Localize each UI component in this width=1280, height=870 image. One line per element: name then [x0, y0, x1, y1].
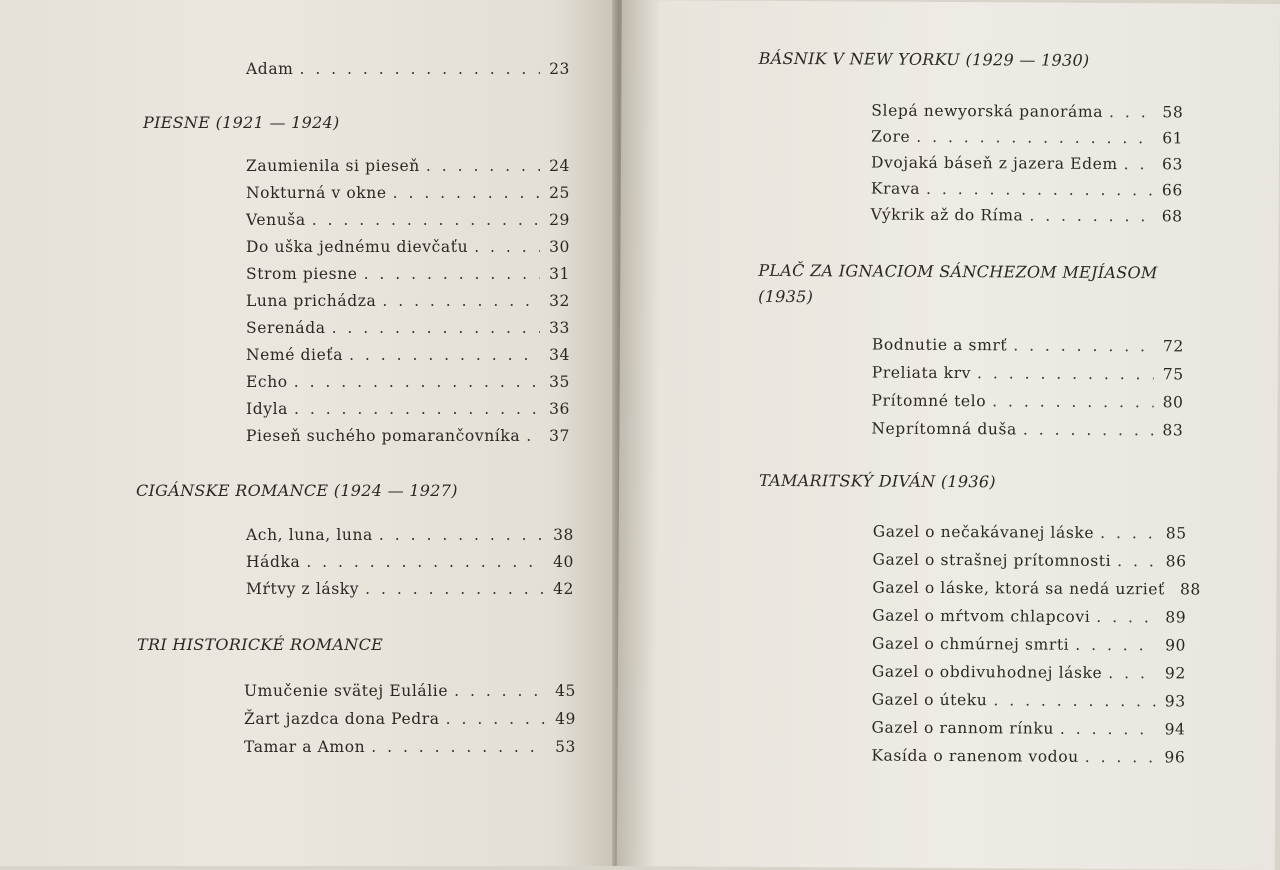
- toc-entry: [872, 364, 1184, 384]
- toc-entry: [246, 400, 570, 418]
- leader-dots: [312, 211, 540, 229]
- entry-page: 23: [546, 60, 570, 78]
- toc-entry: [872, 607, 1186, 627]
- entry-page: 42: [550, 580, 574, 598]
- entry-page: 93: [1162, 692, 1186, 710]
- leader-dots: [1023, 420, 1154, 439]
- entry-page: 25: [546, 184, 570, 202]
- entry-page: 68: [1159, 207, 1183, 225]
- toc-entry: [246, 184, 570, 202]
- entry-title: Slepá newyorská panoráma: [871, 102, 1103, 121]
- leader-dots: [349, 346, 540, 364]
- entry-title: Gazel o nečakávanej láske: [873, 523, 1095, 542]
- leader-dots: [1109, 103, 1153, 121]
- leader-dots: [426, 157, 540, 175]
- toc-entry: [244, 682, 576, 700]
- entry-page: 66: [1159, 181, 1183, 199]
- section-title: BÁSNIK V NEW YORKU (1929 — 1930): [759, 49, 1090, 70]
- toc-entry: [871, 420, 1183, 440]
- toc-entry: [244, 738, 576, 756]
- entry-title: Pieseň suchého pomarančovníka: [246, 427, 520, 445]
- entry-title: Prítomné telo: [872, 392, 987, 411]
- section-title: PLAČ ZA IGNACIOM SÁNCHEZOM MEJÍASOM: [758, 261, 1157, 282]
- entry-page: 80: [1159, 393, 1183, 411]
- leader-dots: [454, 682, 546, 700]
- leader-dots: [1029, 206, 1152, 225]
- leader-dots: [379, 526, 544, 544]
- leader-dots: [446, 710, 546, 728]
- entry-page: 33: [546, 319, 570, 337]
- entry-title: Kasída o ranenom vodou: [871, 747, 1078, 766]
- section-title: TRI HISTORICKÉ ROMANCE: [137, 635, 383, 654]
- entry-title: Gazel o láske, ktorá sa nedá uzrieť: [872, 579, 1165, 599]
- entry-page: 83: [1159, 421, 1183, 439]
- entry-page: 37: [546, 427, 570, 445]
- entry-page: 94: [1162, 720, 1186, 738]
- entry-page: 63: [1159, 155, 1183, 173]
- entry-page: 86: [1163, 552, 1187, 570]
- toc-entry: [246, 346, 570, 364]
- entry-page: 36: [546, 400, 570, 418]
- toc-entry: [871, 128, 1183, 148]
- toc-entry: [872, 635, 1186, 655]
- entry-title: Gazel o mŕtvom chlapcovi: [872, 607, 1090, 626]
- toc-entry: [872, 392, 1184, 412]
- entry-title: Neprítomná duša: [871, 420, 1017, 439]
- leader-dots: [916, 128, 1153, 147]
- toc-entry: [872, 691, 1186, 711]
- leader-dots: [364, 265, 540, 283]
- entry-title: Gazel o chmúrnej smrti: [872, 635, 1069, 654]
- toc-entry: [873, 551, 1187, 571]
- toc-entry: [246, 211, 570, 229]
- entry-page: 88: [1177, 580, 1201, 598]
- toc-entry: [872, 579, 1186, 599]
- entry-title: Krava: [871, 180, 920, 198]
- leader-dots: [382, 292, 540, 310]
- entry-title: Umučenie svätej Eulálie: [244, 682, 448, 700]
- entry-page: 90: [1162, 636, 1186, 654]
- entry-title: Idyla: [246, 400, 288, 418]
- entry-page: 45: [552, 682, 576, 700]
- toc-entry: [871, 154, 1183, 174]
- entry-page: 31: [546, 265, 570, 283]
- leader-dots: [993, 691, 1155, 710]
- entry-page: 61: [1159, 129, 1183, 147]
- leader-dots: [926, 180, 1153, 199]
- toc-entry: [872, 663, 1186, 683]
- toc-entry: [246, 553, 574, 571]
- toc-entry: [246, 319, 570, 337]
- entry-title: Ach, luna, luna: [246, 526, 373, 544]
- entry-page: 40: [550, 553, 574, 571]
- entry-page: 32: [546, 292, 570, 310]
- leader-dots: [365, 580, 544, 598]
- toc-entry: [246, 292, 570, 310]
- toc-entry: [246, 265, 570, 283]
- entry-page: 30: [546, 238, 570, 256]
- toc-entry: [246, 427, 570, 445]
- toc-entry: [873, 523, 1187, 543]
- entry-page: 38: [550, 526, 574, 544]
- entry-title: Mŕtvy z lásky: [246, 580, 359, 598]
- entry-title: Echo: [246, 373, 288, 391]
- entry-title: Adam: [246, 60, 293, 78]
- toc-entry: [871, 180, 1183, 200]
- leader-dots: [992, 392, 1153, 411]
- entry-page: 58: [1159, 103, 1183, 121]
- entry-page: 53: [552, 738, 576, 756]
- entry-page: 24: [546, 157, 570, 175]
- entry-title: Gazel o rannom rínku: [872, 719, 1055, 738]
- entry-title: Tamar a Amon: [244, 738, 365, 756]
- entry-title: Zaumienila si pieseň: [246, 157, 420, 175]
- leader-dots: [393, 184, 540, 202]
- entry-title: Gazel o obdivuhodnej láske: [872, 663, 1103, 682]
- entry-page: 96: [1161, 748, 1185, 766]
- entry-page: 75: [1160, 365, 1184, 383]
- entry-title: Strom piesne: [246, 265, 358, 283]
- leader-dots: [371, 738, 546, 756]
- entry-title: Nemé dieťa: [246, 346, 343, 364]
- entry-title: Preliata krv: [872, 364, 971, 383]
- leader-dots: [332, 319, 540, 337]
- entry-title: Výkrik až do Ríma: [871, 206, 1024, 225]
- section-title-continued: (1935): [758, 287, 813, 306]
- entry-page: 49: [552, 710, 576, 728]
- entry-title: Žart jazdca dona Pedra: [244, 710, 440, 728]
- leader-dots: [977, 364, 1154, 383]
- section-title: PIESNE (1921 — 1924): [143, 113, 340, 132]
- leader-dots: [294, 400, 540, 418]
- toc-entry: [246, 157, 570, 175]
- entry-title: Luna prichádza: [246, 292, 376, 310]
- entry-title: Gazel o úteku: [872, 691, 988, 710]
- section-title: TAMARITSKÝ DIVÁN (1936): [759, 471, 996, 491]
- toc-entry: [872, 336, 1184, 356]
- leader-dots: [1124, 155, 1153, 173]
- leader-dots: [1100, 524, 1157, 542]
- toc-entry: [246, 60, 570, 78]
- entry-title: Bodnutie a smrť: [872, 336, 1007, 355]
- leader-dots: [1096, 608, 1156, 626]
- entry-title: Do uška jednému dievčaťu: [246, 238, 468, 256]
- leader-dots: [474, 238, 540, 256]
- left-page: [0, 0, 616, 866]
- entry-title: Nokturná v okne: [246, 184, 387, 202]
- leader-dots: [1108, 664, 1156, 682]
- toc-entry: [871, 102, 1183, 122]
- toc-entry: [246, 238, 570, 256]
- toc-entry: [246, 580, 574, 598]
- leader-dots: [299, 60, 540, 78]
- entry-page: 29: [546, 211, 570, 229]
- entry-title: Dvojaká báseň z jazera Edem: [871, 154, 1118, 174]
- section-title: CIGÁNSKE ROMANCE (1924 — 1927): [136, 481, 458, 500]
- right-page: [617, 0, 1280, 870]
- toc-entry: [872, 719, 1186, 739]
- leader-dots: [1060, 720, 1156, 739]
- entry-page: 35: [546, 373, 570, 391]
- leader-dots: [1117, 552, 1157, 570]
- toc-entry: [244, 710, 576, 728]
- leader-dots: [526, 427, 540, 445]
- toc-entry: [871, 206, 1183, 226]
- entry-title: Venuša: [246, 211, 306, 229]
- entry-page: 92: [1162, 664, 1186, 682]
- leader-dots: [1075, 636, 1156, 654]
- toc-entry: [871, 747, 1185, 767]
- leader-dots: [294, 373, 540, 391]
- toc-entry: [246, 373, 570, 391]
- leader-dots: [306, 553, 544, 571]
- leader-dots: [1013, 336, 1154, 355]
- entry-page: 72: [1160, 337, 1184, 355]
- leader-dots: [1085, 748, 1156, 766]
- entry-title: Gazel o strašnej prítomnosti: [873, 551, 1112, 570]
- entry-page: 89: [1162, 608, 1186, 626]
- entry-title: Serenáda: [246, 319, 326, 337]
- entry-title: Zore: [871, 128, 910, 146]
- toc-entry: [246, 526, 574, 544]
- entry-page: 85: [1163, 524, 1187, 542]
- entry-page: 34: [546, 346, 570, 364]
- entry-title: Hádka: [246, 553, 300, 571]
